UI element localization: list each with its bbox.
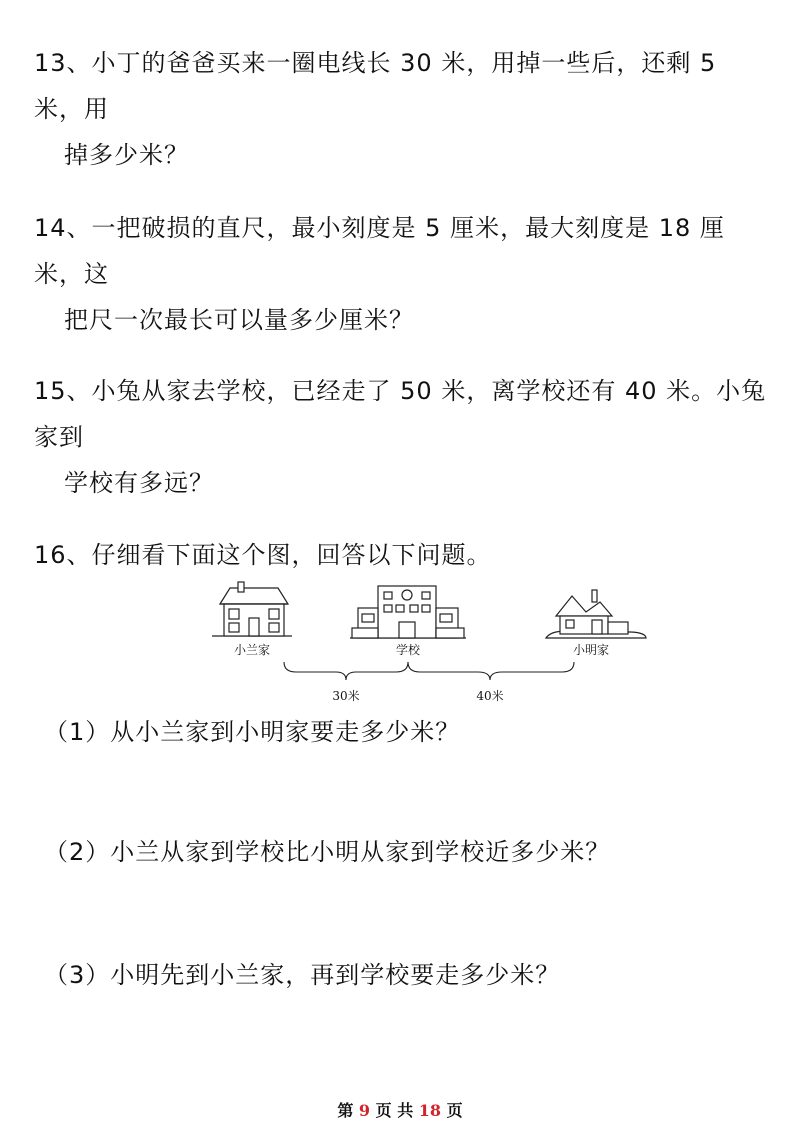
question-14-line2: 把尺一次最长可以量多少厘米？	[64, 306, 414, 334]
question-15-line2: 学校有多远？	[64, 469, 214, 497]
footer-suffix: 页	[446, 1101, 463, 1120]
question-15	[34, 368, 774, 506]
footer-total-pages: 18	[418, 1101, 442, 1120]
question-15-line1: 15、小兔从家去学校，已经走了 50 米，离学校还有 40 米。小兔家到	[34, 377, 767, 451]
subquestion-1: （1）从小兰家到小明家要走多少米？	[44, 718, 461, 746]
distance-diagram	[200, 578, 660, 718]
subquestion-2: （2）小兰从家到学校比小明从家到学校近多少米？	[44, 838, 611, 866]
question-14-line1: 14、一把破损的直尺，最小刻度是 5 厘米，最大刻度是 18 厘米，这	[34, 214, 725, 288]
question-16	[34, 532, 774, 578]
xiaoming-house-icon	[546, 590, 646, 638]
footer-prefix: 第	[337, 1101, 354, 1120]
question-16-line1: 16、仔细看下面这个图，回答以下问题。	[34, 541, 492, 569]
question-13-line2: 掉多少米？	[64, 141, 189, 169]
label-xiaolan-home: 小兰家	[233, 643, 271, 657]
label-school: 学校	[395, 643, 421, 657]
school-building-icon	[350, 586, 466, 638]
xiaolan-house-icon	[212, 582, 292, 636]
brace-right	[408, 662, 574, 680]
footer-middle: 页 共	[375, 1101, 414, 1120]
question-14	[34, 205, 774, 343]
question-13-line1: 13、小丁的爸爸买来一圈电线长 30 米，用掉一些后，还剩 5 米，用	[34, 49, 717, 123]
question-13	[34, 40, 774, 178]
page-footer	[0, 1098, 800, 1121]
footer-page-number: 9	[358, 1101, 371, 1120]
brace-left	[284, 662, 408, 680]
subquestion-3: （3）小明先到小兰家，再到学校要走多少米？	[44, 961, 561, 989]
distance-left: 30米	[332, 689, 360, 703]
distance-right: 40米	[476, 689, 504, 703]
label-xiaoming-home: 小明家	[572, 643, 610, 657]
